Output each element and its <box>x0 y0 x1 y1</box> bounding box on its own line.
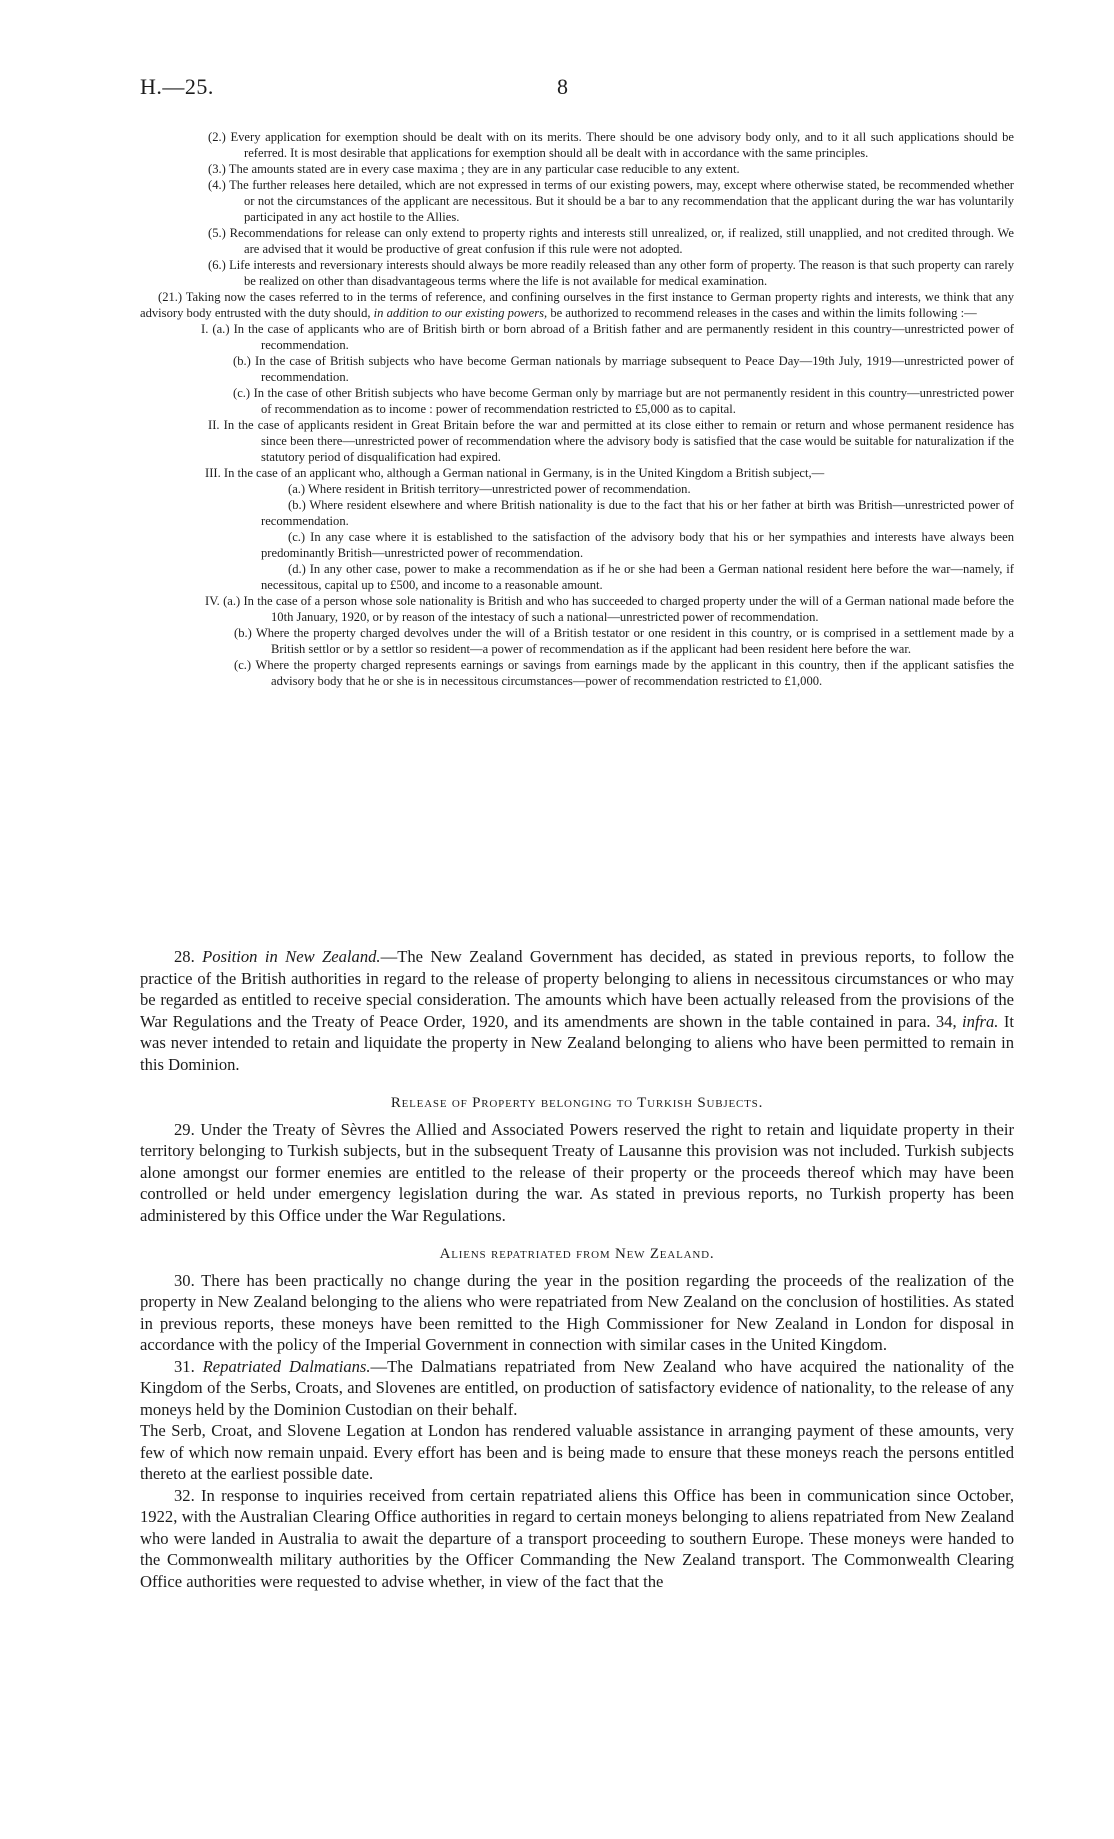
case-3c: (c.) In any case where it is established to the satisfaction of the advisory body that his or her sympathies and interests have always been predominantly British—unrestricted power of recommendation. <box>261 530 1014 560</box>
rec-item-3: (3.) The amounts stated are in every case maxima ; they are in any particular case reducible to any extent. <box>208 162 740 176</box>
document-reference: H.—25. <box>140 74 214 99</box>
case-4c: (c.) Where the property charged represents earnings or savings from earnings made by the applicant in this country, then if the applicant satisfies the advisory body that he or she is in necessitous circumstances—power of recommendation restricted to £1,000. <box>234 658 1014 688</box>
case-3d: (d.) In any other case, power to make a recommendation as if he or she had been a German national resident here before the war—namely, if necessitous, capital up to £500, and income to a reasonable amount. <box>261 562 1014 592</box>
case-4a: IV. (a.) In the case of a person whose sole nationality is British and who has succeeded to charged property under the will of a German national made before the 10th January, 1920, or by reason of the intestacy of such a national—unrestricted power of recommendation. <box>205 594 1014 624</box>
case-2: II. In the case of applicants resident in Great Britain before the war and permitted at its close either to remain or return and whose permanent residence has since been there—unrestricted power of recommendation where the advisory body is satisfied that the case would be suitable for naturalization if the statutory period of disqualification had expired. <box>208 418 1014 464</box>
recommendations-block <box>140 129 1014 689</box>
heading-aliens-repatriated: Aliens repatriated from New Zealand. <box>439 1246 715 1262</box>
case-1b: (b.) In the case of British subjects who have become German nationals by marriage subsequent to Peace Day—19th July, 1919—unrestricted power of recommendation. <box>233 354 1014 384</box>
rec-item-6: (6.) Life interests and reversionary interests should always be more readily released than any other form of property. The reason is that such property can rarely be realized on other than disadvantageous terms where the life is not available for medical examination. <box>208 258 1014 288</box>
paragraph-32: 32. In response to inquiries received from certain repatriated aliens this Office has been in communication since October, 1922, with the Australian Clearing Office authorities in regard to certain moneys belonging to aliens repatriated from New Zealand who were landed in Australia to await the departure of a transport proceeding to southern Europe. These moneys were handed to the Commonwealth military authorities by the Officer Commanding the New Zealand transport. The Commonwealth Clearing Office authorities were requested to advise whether, in view of the fact that the <box>140 1485 1014 1591</box>
paragraph-31-continued: The Serb, Croat, and Slovene Legation at London has rendered valuable assistance in arranging payment of these amounts, very few of which now remain unpaid. Every effort has been and is being made to ensure that these moneys reach the persons entitled thereto at the earliest possible date. <box>140 1421 1014 1483</box>
paragraph-30: 30. There has been practically no change during the year in the position regarding the proceeds of the realization of the property in New Zealand belonging to the aliens who were repatriated from New Zealand on the conclusion of hostilities. As stated in previous reports, these moneys have been remitted to the High Commissioner for New Zealand in London for disposal in accordance with the policy of the Imperial Government in connection with similar cases in the United Kingdom. <box>140 1270 1014 1354</box>
paragraph-21: (21.) Taking now the cases referred to in the terms of reference, and confining ourselves in the first instance to German property rights and interests, we think that any advisory body entrusted with the duty should, in addition to our existing powers, be authorized to recommend releases in the cases and within the limits following :— <box>140 290 1014 320</box>
case-1a: I. (a.) In the case of applicants who are of British birth or born abroad of a British father and are permanently resident in this country—unrestricted power of recommendation. <box>201 322 1014 352</box>
case-3b: (b.) Where resident elsewhere and where British nationality is due to the fact that his or her father at birth was British—unrestricted power of recommendation. <box>261 498 1014 528</box>
paragraph-28: 28. Position in New Zealand.—The New Zealand Government has decided, as stated in previous reports, to follow the practice of the British authorities in regard to the release of property belonging to aliens in necessitous circumstances or who may be regarded as entitled to receive special consideration. The amounts which have been actually released from the provisions of the War Regulations and the Treaty of Peace Order, 1920, and its amendments are shown in the table contained in para. 34, infra. It was never intended to retain and liquidate the property in New Zealand belonging to aliens who have been permitted to remain in this Dominion. <box>140 947 1014 1074</box>
rec-item-5: (5.) Recommendations for release can only extend to property rights and interests still unrealized, or, if realized, still unapplied, and not credited through. We are advised that it would be productive of great confusion if this rule were not adopted. <box>208 226 1014 256</box>
case-3: III. In the case of an applicant who, although a German national in Germany, is in the United Kingdom a British subject,— <box>205 466 825 480</box>
case-4b: (b.) Where the property charged devolves under the will of a British testator or one resident in this country, or is comprised in a settlement made by a British settlor or by a settlor so resident—a power of recommendation as if the applicant had been resident here before the war. <box>234 626 1014 656</box>
paragraph-31: 31. Repatriated Dalmatians.—The Dalmatians repatriated from New Zealand who have acquired the nationality of the Kingdom of the Serbs, Croats, and Slovenes are entitled, on production of satisfactory evidence of nationality, to the release of any moneys held by the Dominion Custodian on their behalf. <box>140 1356 1014 1419</box>
rec-item-4: (4.) The further releases here detailed, which are not expressed in terms of our existing powers, may, except where otherwise stated, be recommended whether or not the circumstances of the applicant are necessitous. But it should be a bar to any recommendation that the applicant during the war has voluntarily participated in any act hostile to the Allies. <box>208 178 1014 224</box>
case-1c: (c.) In the case of other British subjects who have become German only by marriage but are not permanently resident in this country—unrestricted power of recommendation as to income : power of recommendation restricted to £5,000 as to capital. <box>233 386 1014 416</box>
heading-turkish-subjects: Release of Property belonging to Turkish Subjects. <box>390 1095 764 1111</box>
page-number: 8 <box>557 74 568 99</box>
body-block <box>140 946 1014 1592</box>
rec-item-2: (2.) Every application for exemption should be dealt with on its merits. There should be one advisory body only, and to it all such applications should be referred. It is most desirable that applications for exemption should all be dealt with in accordance with the same principles. <box>208 130 1014 160</box>
paragraph-29: 29. Under the Treaty of Sèvres the Allied and Associated Powers reserved the right to retain and liquidate property in their territory belonging to Turkish subjects, but in the subsequent Treaty of Lausanne this provision was not included. Turkish subjects alone amongst our former enemies are entitled to the release of their property or the proceeds thereof which may have been controlled or held under emergency legislation during the war. As stated in previous reports, no Turkish property has been administered by this Office under the War Regulations. <box>140 1119 1014 1225</box>
case-3a: (a.) Where resident in British territory—unrestricted power of recommendation. <box>288 482 691 496</box>
